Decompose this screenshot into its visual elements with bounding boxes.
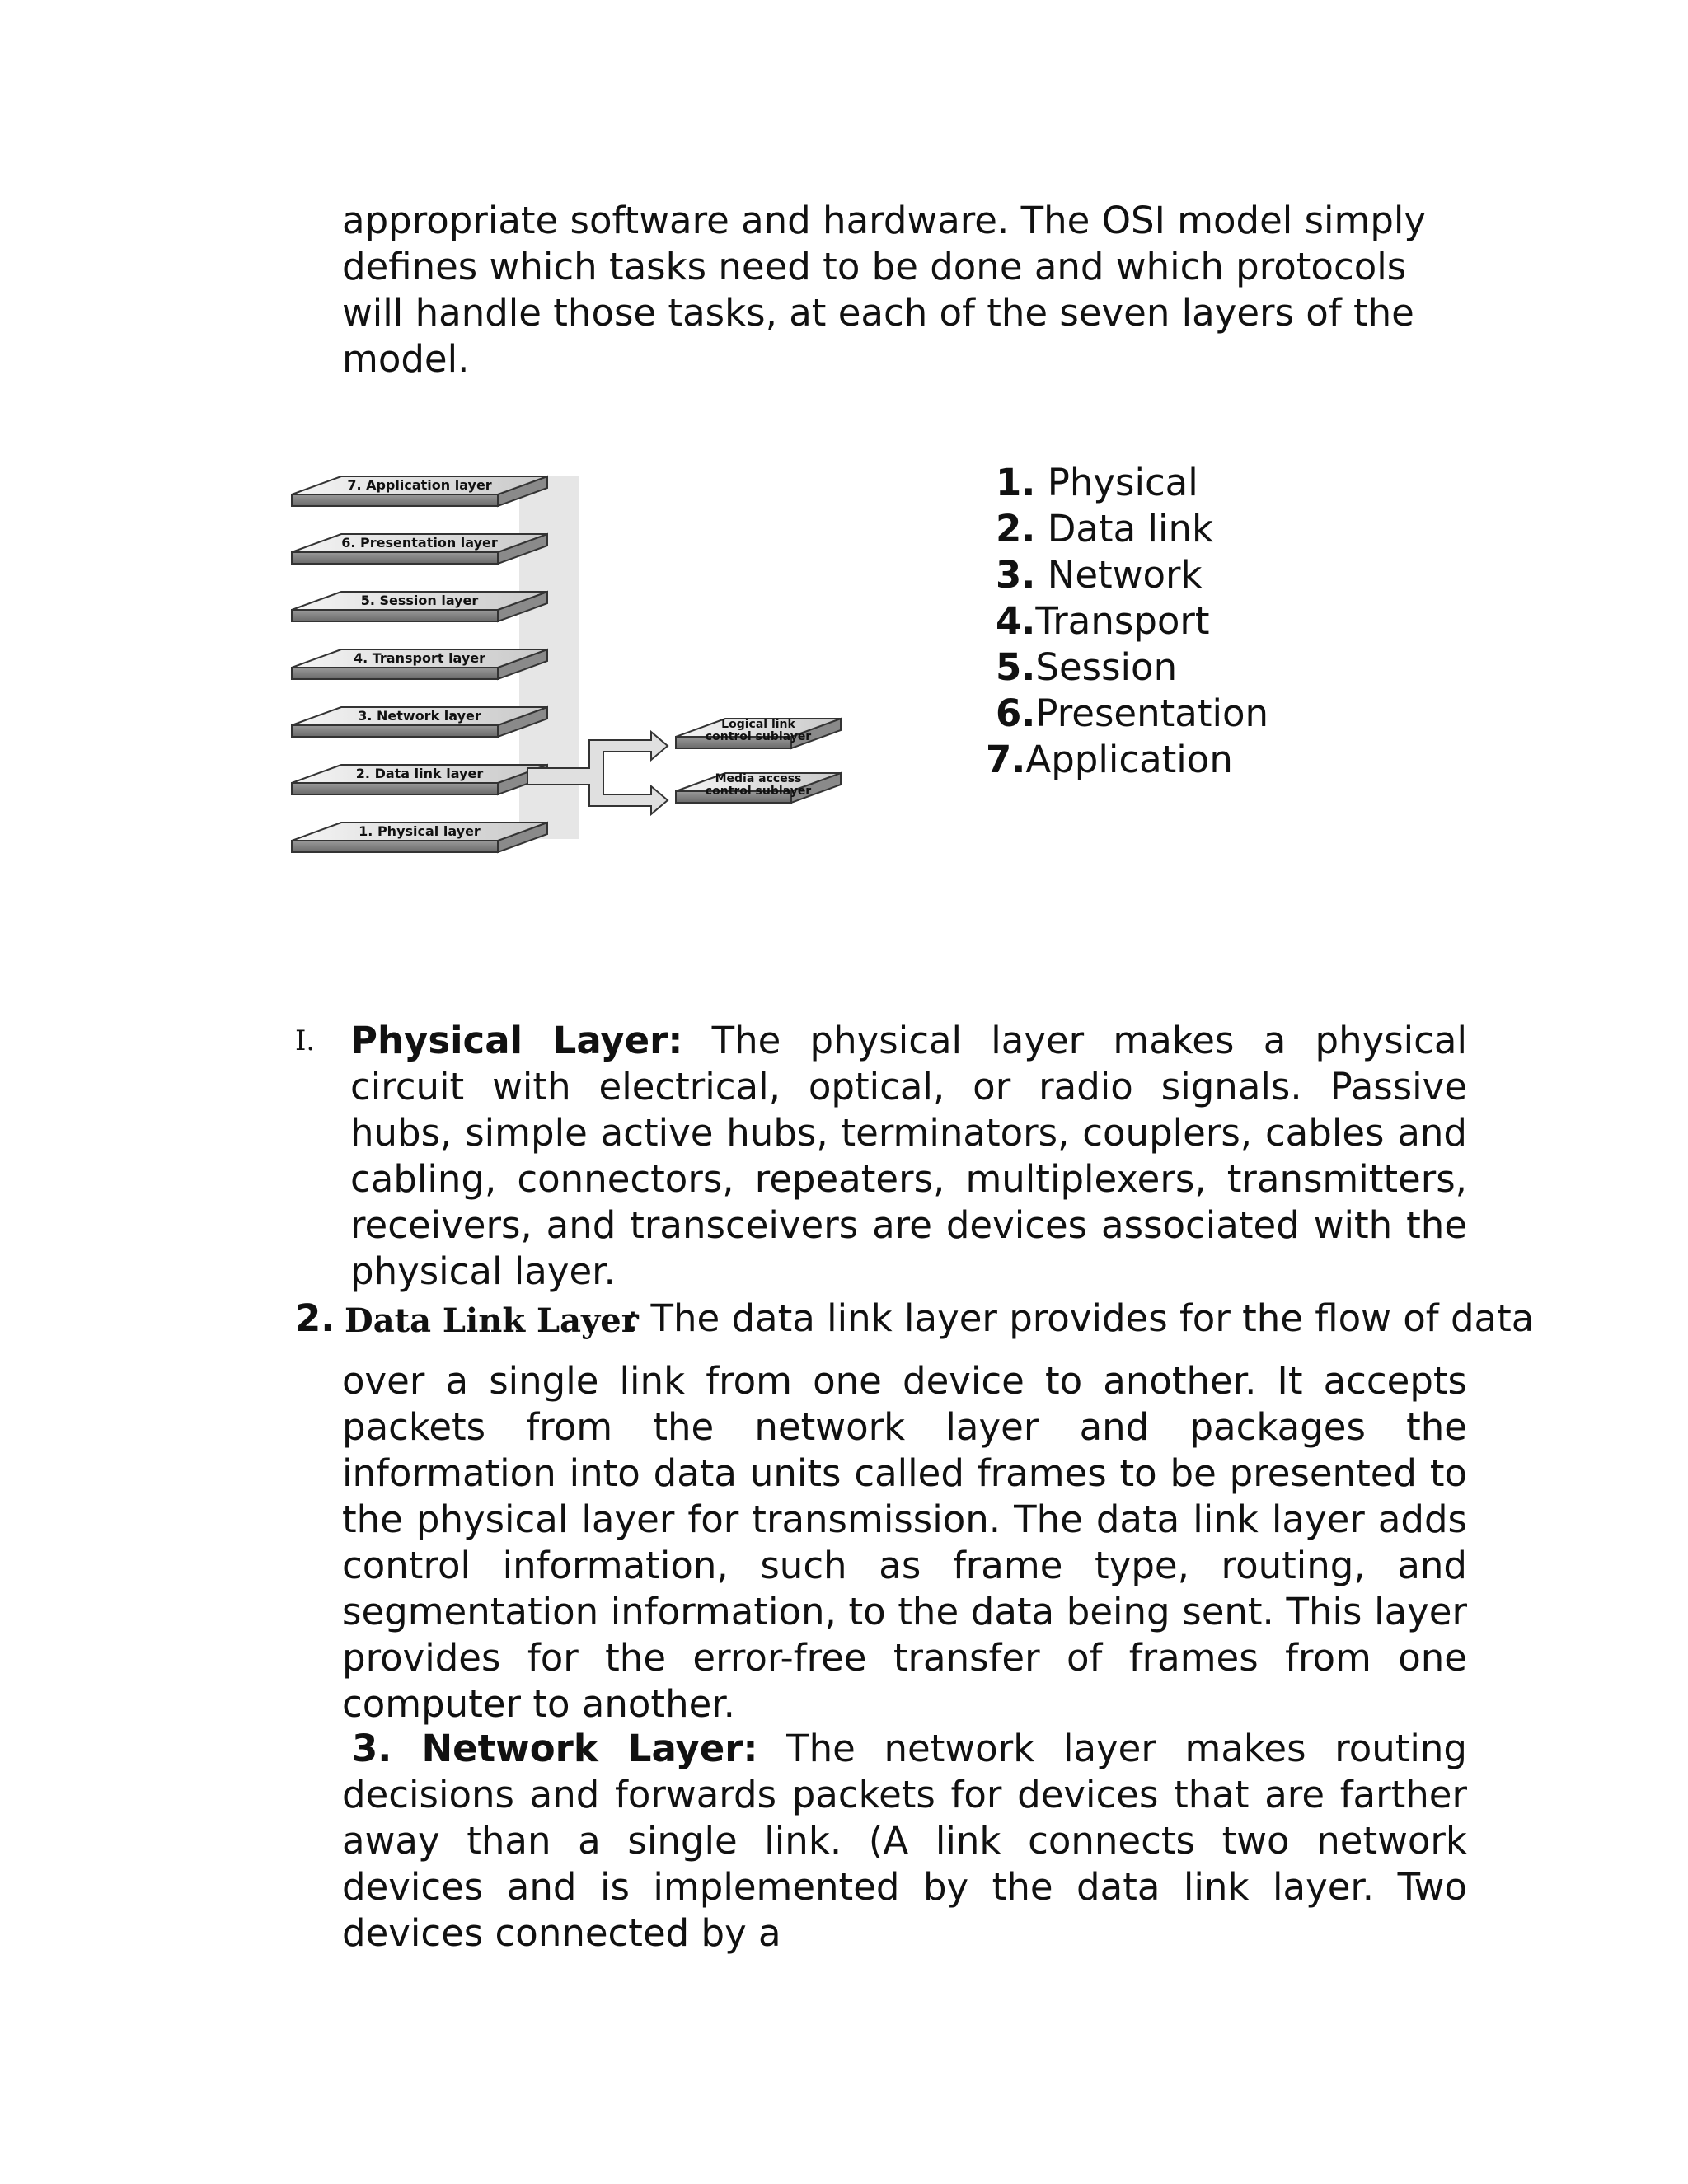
- intro-paragraph: appropriate software and hardware. The OSI model simply defines which tasks need to be done and which protocols will handle those tasks, at each of the seven layers of the model.: [342, 199, 1427, 381]
- layer-plate: [292, 765, 547, 794]
- network-layer-title: 3. Network Layer:: [352, 1727, 758, 1770]
- layer-list-label: Transport: [1035, 599, 1210, 643]
- osi-stack-diagram: [280, 462, 857, 865]
- layer-plate: [292, 823, 547, 852]
- layer-plate: [292, 707, 547, 737]
- layer-list-label: Data link: [1035, 507, 1214, 551]
- layer-plate-label: 5. Session layer: [360, 593, 479, 608]
- datalink-layer-title: Data Link Layer: [345, 1301, 639, 1340]
- datalink-layer-paragraph: over a single link from one device to another. It accepts packets from the network layer and packages the information into data units called frames to be presented to the physical layer for transmission. The data link layer adds control information, such as frame type, routing, and segmentation information, to the data being sent. This layer provides for the error-free transfer of frames from one computer to another.: [342, 1359, 1467, 1726]
- layer-plate-label: control sublayer: [705, 730, 812, 743]
- layer-list-label: Presentation: [1035, 691, 1269, 735]
- layer-list-item: [996, 460, 1268, 506]
- layer-list-item: [996, 506, 1268, 552]
- layer-plate-label: control sublayer: [705, 785, 812, 798]
- layer-list-item: [996, 644, 1268, 691]
- layer-list-number: 5.: [996, 645, 1036, 689]
- layer-list-number: 7.: [986, 738, 1026, 781]
- datalink-first-line: : The data link layer provides for the flow of data: [626, 1296, 1535, 1340]
- network-layer-paragraph: [342, 1726, 1467, 1957]
- layer-plate: [292, 649, 547, 679]
- layer-plate-label: 4. Transport layer: [353, 650, 486, 666]
- layer-list-number: 3.: [996, 553, 1036, 597]
- layer-list-number: 6.: [996, 691, 1036, 735]
- layer-list-number: 2.: [996, 507, 1036, 551]
- physical-layer-body: The physical layer makes a physical circuit with electrical, optical, or radio signals. Passive hubs, simple active hubs, terminators, couplers, cables and cabling, connectors, repeaters, multiplexers, transmitters, receivers, and transceivers are devices associated with the physical layer.: [350, 1019, 1468, 1293]
- layer-plate-label: Media access: [715, 772, 802, 785]
- layer-list-label: Application: [1025, 738, 1233, 781]
- layer-plate-label: Logical link: [721, 718, 795, 731]
- layer-plates: [292, 476, 547, 852]
- layer-list-label: Physical: [1035, 461, 1198, 504]
- layer-list-item: [996, 598, 1268, 644]
- layer-list-label: Session: [1035, 645, 1178, 689]
- sublayer-plate: [676, 772, 841, 803]
- osi-layer-list: [986, 460, 1269, 783]
- layer-plate-label: 7. Application layer: [347, 477, 492, 493]
- layer-list-number: 4.: [996, 599, 1036, 643]
- layer-plate-label: 1. Physical layer: [359, 823, 481, 839]
- layer-plate: [292, 534, 547, 564]
- osi-layer-stack-figure: [280, 462, 857, 865]
- sublayer-plate: [676, 718, 841, 748]
- layer-list-label: Network: [1035, 553, 1203, 597]
- physical-layer-title: Physical Layer:: [350, 1019, 683, 1062]
- layer-plate-label: 6. Presentation layer: [341, 535, 498, 551]
- network-layer-body: The network layer makes routing decisions and forwards packets for devices that are farther away than a single link. (A link connects two network devices and is implemented by the data link layer. Two devices connected by a: [342, 1727, 1467, 1955]
- datalink-section-marker: 2.: [295, 1296, 335, 1340]
- layer-list-item: [996, 691, 1268, 737]
- layer-list-number: 1.: [996, 461, 1036, 504]
- layer-list-item: [996, 552, 1268, 598]
- physical-section-marker: I.: [295, 1024, 316, 1057]
- layer-plate: [292, 592, 547, 621]
- layer-plate: [292, 476, 547, 506]
- physical-layer-paragraph: [350, 1018, 1467, 1295]
- layer-list-item: [986, 737, 1268, 783]
- sublayer-plates: [676, 718, 841, 803]
- layer-plate-label: 3. Network layer: [358, 708, 481, 724]
- layer-plate-label: 2. Data link layer: [355, 766, 484, 781]
